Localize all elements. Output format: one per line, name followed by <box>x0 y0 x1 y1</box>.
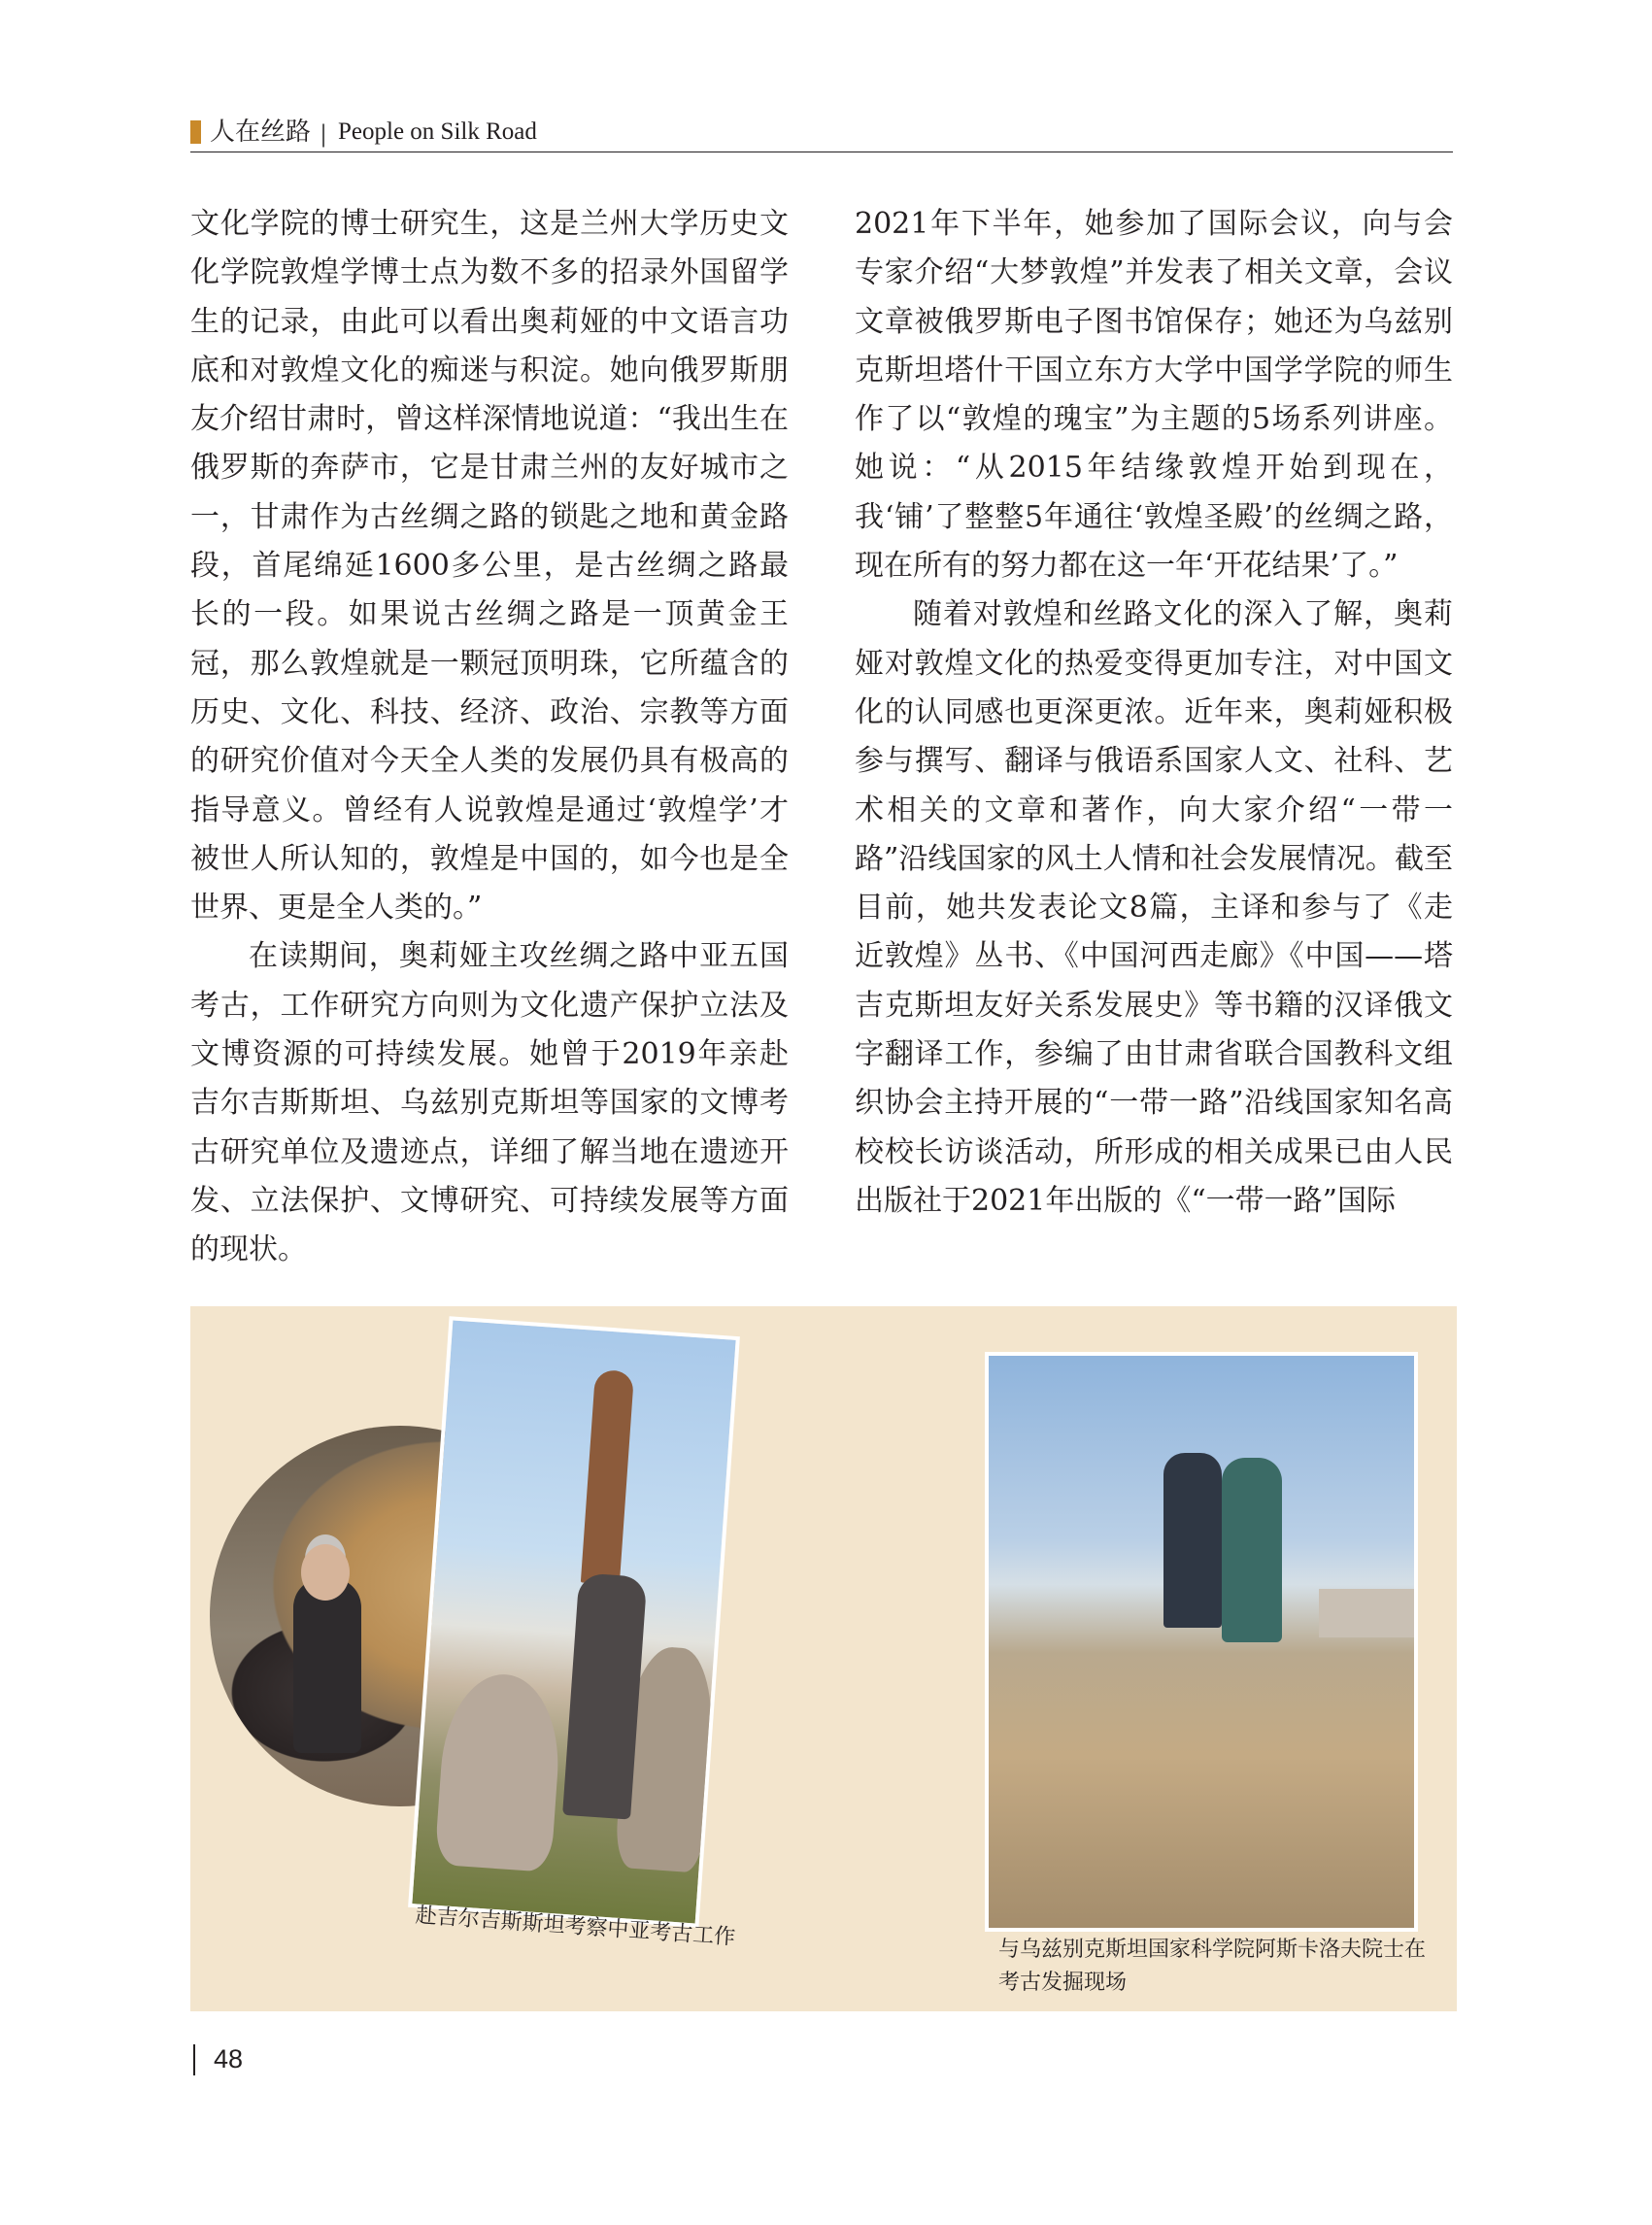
paragraph: 文化学院的博士研究生，这是兰州大学历史文化学院敦煌学博士点为数不多的招录外国留学生的记录，由此可以看出奥莉娅的中文语言功底和对敦煌文化的痴迷与积淀。她向俄罗斯朋友介绍甘肃时，曾这样深情地说道：“我出生在俄罗斯的奔萨市，它是甘肃兰州的友好城市之一，甘肃作为古丝绸之路的锁匙之地和黄金路段，首尾绵延1600多公里，是古丝绸之路最长的一段。如果说古丝绸之路是一顶黄金王冠，那么敦煌就是一颗冠顶明珠，它所蕴含的历史、文化、科技、经济、政治、宗教等方面的研究价值对今天全人类的发展仍具有极高的指导意义。曾经有人说敦煌是通过‘敦煌学’才被世人所认知的，敦煌是中国的，如今也是全世界、更是全人类的。” <box>190 207 789 926</box>
photo-figure <box>1222 1458 1282 1642</box>
footer-divider <box>193 2044 195 2075</box>
photo-building <box>1319 1589 1418 1637</box>
section-title-cn: 人在丝路 <box>210 118 312 147</box>
paragraph: 2021年下半年，她参加了国际会议，向与会专家介绍“大梦敦煌”并发表了相关文章，会议文章被俄罗斯电子图书馆保存；她还为乌兹别克斯坦塔什干国立东方大学中国学学院的师生作了以“敦煌的瑰宝”为主题的5场系列讲座。她说：“从2015年结缘敦煌开始到现在，我‘铺’了整整5年通往‘敦煌圣殿’的丝绸之路，现在所有的努力都在这一年‘开花结果’了。” <box>855 207 1453 584</box>
photo-rock <box>434 1670 564 1872</box>
photo-figure <box>1163 1453 1222 1628</box>
photo-caption-right: 与乌兹别克斯坦国家科学院阿斯卡洛夫院士在考古发掘现场 <box>998 1938 1427 1995</box>
photo-figure <box>293 1578 361 1753</box>
photo-woman-at-monument <box>408 1316 740 1927</box>
photo-caption-left: 赴吉尔吉斯斯坦考察中亚考古工作 <box>414 1903 736 1950</box>
article-column-right <box>855 200 1453 1226</box>
section-title-en: People on Silk Road <box>338 118 537 145</box>
photo-figure-head <box>301 1544 350 1601</box>
photo-excavation-site <box>985 1352 1418 1932</box>
paragraph: 在读期间，奥莉娅主攻丝绸之路中亚五国考古，工作研究方向则为文化遗产保护立法及文博资源的可持续发展。她曾于2019年亲赴吉尔吉斯斯坦、乌兹别克斯坦等国家的文博考古研究单位及遗迹点，详细了解当地在遗迹开发、立法保护、文博研究、可持续发展等方面的现状。 <box>190 939 789 1267</box>
section-header <box>190 115 1453 153</box>
photo-monument <box>581 1369 634 1585</box>
section-separator: | <box>320 120 328 148</box>
page-number: 48 <box>214 2044 244 2073</box>
paragraph: 随着对敦煌和丝路文化的深入了解，奥莉娅对敦煌文化的热爱变得更加专注，对中国文化的认同感也更深更浓。近年来，奥莉娅积极参与撰写、翻译与俄语系国家人文、社科、艺术相关的文章和著作，向大家介绍“一带一路”沿线国家的风土人情和社会发展情况。截至目前，她共发表论文8篇，主译和参与了《走近敦煌》丛书、《中国河西走廊》《中国——塔吉克斯坦友好关系发展史》等书籍的汉译俄文字翻译工作，参编了由甘肃省联合国教科文组织协会主持开展的“一带一路”沿线国家知名高校校长访谈活动，所形成的相关成果已由人民出版社于2021年出版的《“一带一路”国际 <box>855 597 1453 1218</box>
photo-panel <box>190 1306 1457 2011</box>
article-column-left <box>190 200 789 1275</box>
section-marker <box>190 120 201 144</box>
